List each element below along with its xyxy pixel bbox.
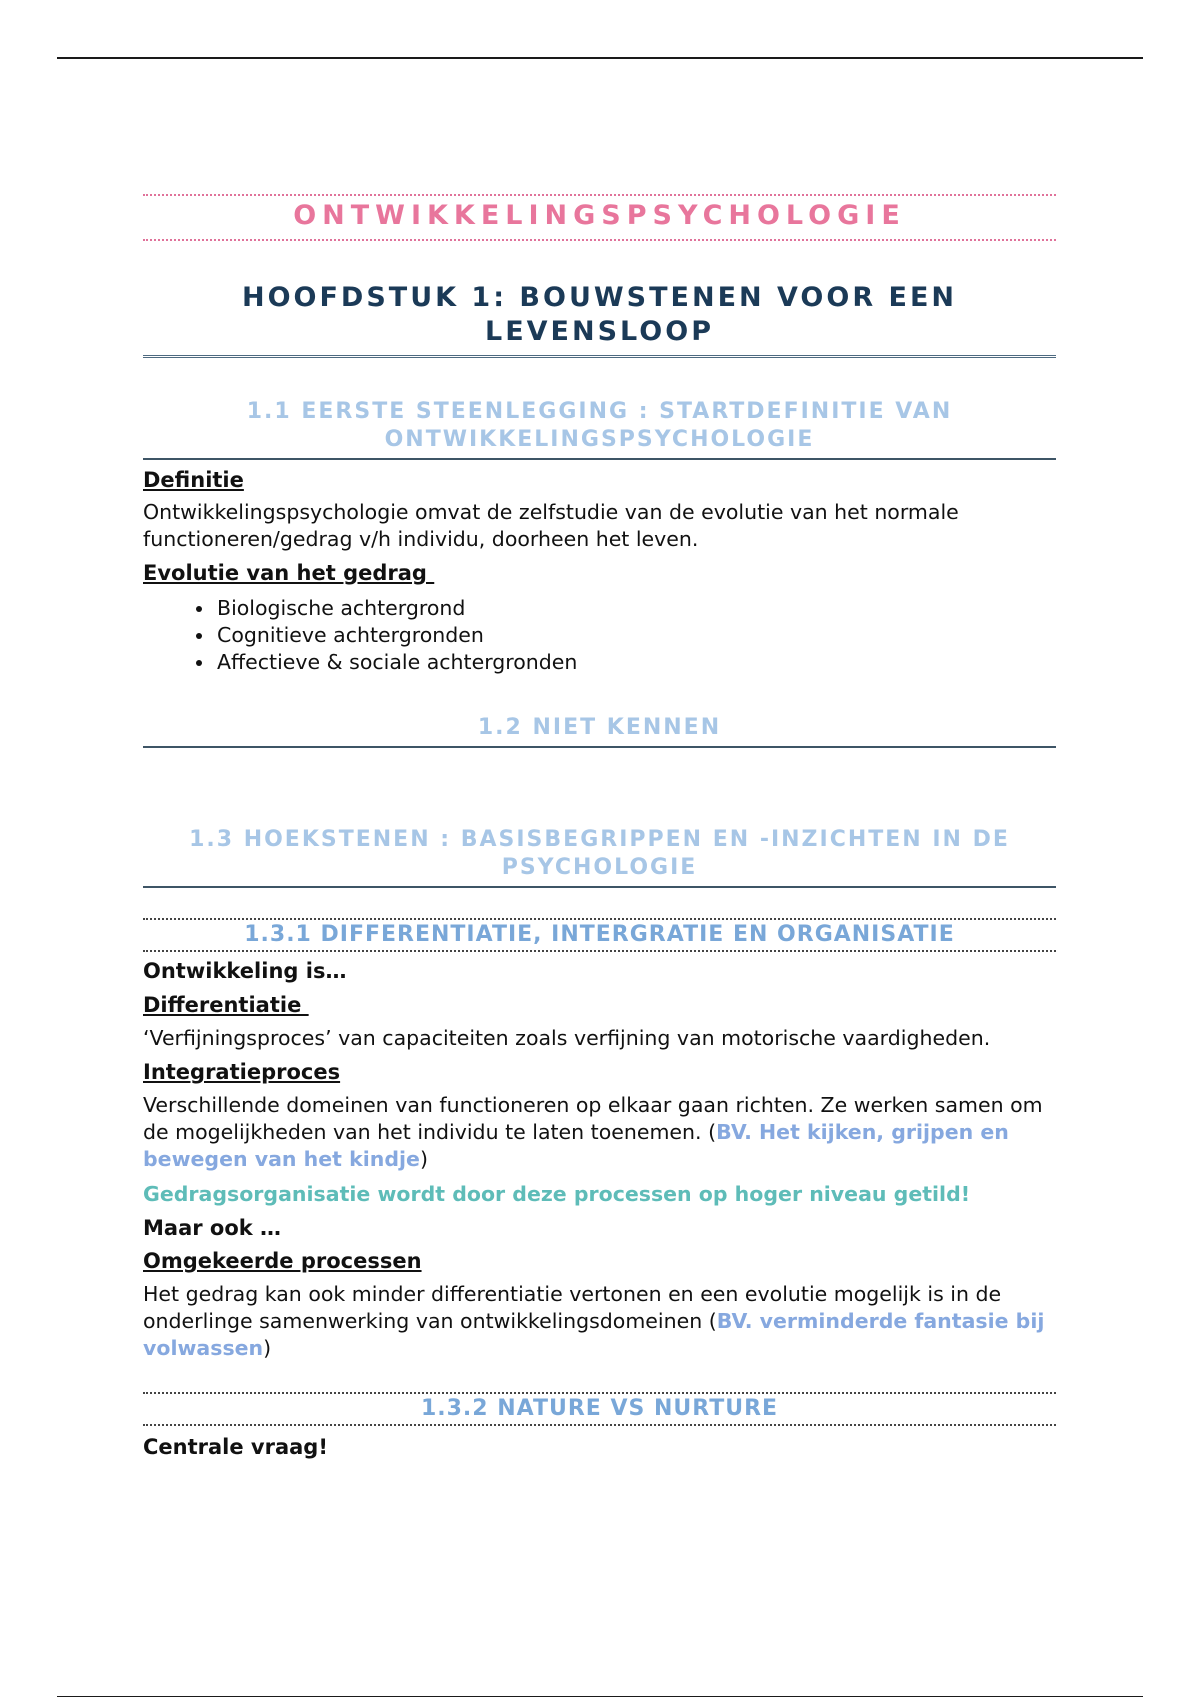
- development-intro: Ontwikkeling is…: [143, 959, 347, 983]
- section-1-3-2-heading: 1.3.2 NATURE VS NURTURE: [143, 1392, 1056, 1426]
- integration-close: ): [419, 1147, 428, 1171]
- integration-label: Integratieproces: [143, 1060, 341, 1084]
- section-1-3-1-heading: 1.3.1 DIFFERENTIATIE, INTERGRATIE EN ORGANISATIE: [143, 918, 1056, 952]
- section-1-1-heading: [143, 398, 1056, 460]
- reverse-text: Het gedrag kan ook minder differentiatie vertonen en een evolutie mogelijk is in de onderlinge samenwerking van ontwikkelingsdomeinen (: [143, 1282, 1002, 1333]
- list-item: • Biologische achtergrond: [215, 595, 1056, 622]
- evolution-label: Evolutie van het gedrag: [143, 561, 435, 585]
- title-bottom-rule: [143, 239, 1056, 241]
- chapter-heading-line1: HOOFDSTUK 1: BOUWSTENEN VOOR EEN: [241, 282, 958, 313]
- chapter-heading: [143, 281, 1056, 349]
- reverse-close: ): [263, 1336, 272, 1360]
- differentiation-text: ‘Verfijningsproces’ van capaciteiten zoals verfijning van motorische vaardigheden.: [143, 1026, 991, 1050]
- section-1-3-heading-line2: PSYCHOLOGIE: [501, 855, 698, 880]
- reverse-example: BV. verminderde fantasie bij volwassen: [143, 1309, 1045, 1360]
- differentiation-label: Differentiatie: [143, 993, 309, 1017]
- reverse-paragraph: [143, 1281, 1056, 1362]
- document-body: [143, 194, 1056, 1461]
- reverse-processes-label: Omgekeerde processen: [143, 1249, 422, 1273]
- section-1-2-heading: 1.2 NIET KENNEN: [143, 714, 1056, 748]
- definition-label: Definitie: [143, 468, 244, 492]
- page-bottom-rule: [57, 1696, 1143, 1697]
- integration-example: BV. Het kijken, grijpen en bewegen van het kindje: [143, 1120, 1009, 1171]
- integration-text: Verschillende domeinen van functioneren op elkaar gaan richten. Ze werken samen om de mogelijkheden van het individu te laten toenemen. (: [143, 1093, 1043, 1144]
- chapter-rule: [143, 355, 1056, 358]
- definition-text: Ontwikkelingspsychologie omvat de zelfstudie van de evolutie van het normale functioneren/gedrag v/h individu, doorheen het leven.: [143, 500, 959, 551]
- section-1-1-heading-line2: ONTWIKKELINGSPSYCHOLOGIE: [384, 427, 815, 452]
- section-1-3-heading-line1: 1.3 HOEKSTENEN : BASISBEGRIPPEN EN -INZICHTEN IN DE: [189, 827, 1010, 852]
- central-question: Centrale vraag!: [143, 1435, 328, 1459]
- page-top-rule: [57, 57, 1143, 59]
- chapter-heading-line2: LEVENSLOOP: [485, 316, 714, 347]
- organisation-note: Gedragsorganisatie wordt door deze processen op hoger niveau getild!: [143, 1182, 971, 1206]
- list-item: • Affectieve & sociale achtergronden: [215, 649, 1056, 676]
- evolution-list: [143, 595, 1056, 676]
- document-title: ONTWIKKELINGSPSYCHOLOGIE: [293, 200, 906, 231]
- but-also-label: Maar ook …: [143, 1216, 282, 1240]
- list-item: • Cognitieve achtergronden: [215, 622, 1056, 649]
- integration-paragraph: [143, 1092, 1056, 1173]
- section-1-3-heading: [143, 826, 1056, 888]
- section-1-1-heading-line1: 1.1 EERSTE STEENLEGGING : STARTDEFINITIE VAN: [246, 399, 953, 424]
